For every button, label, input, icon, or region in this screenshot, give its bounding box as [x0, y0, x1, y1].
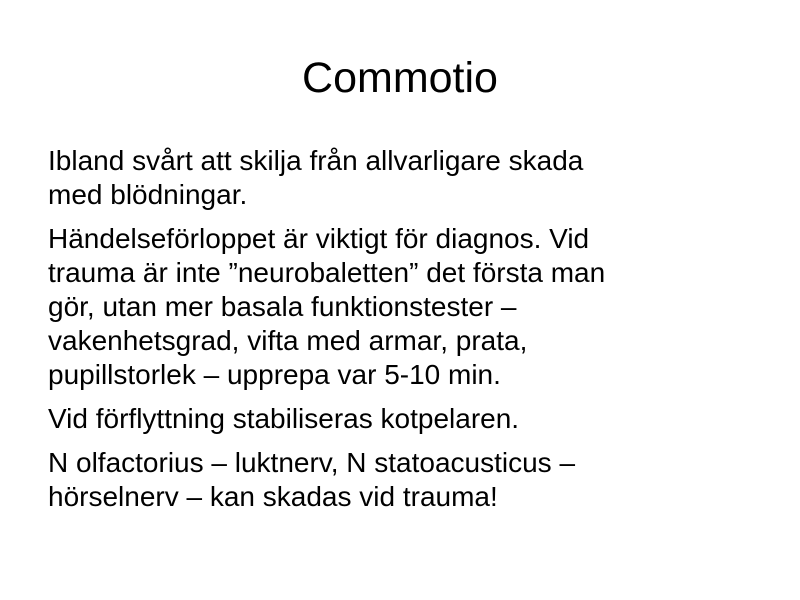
paragraph-line: vakenhetsgrad, vifta med armar, prata,: [48, 325, 528, 356]
paragraph-3: [48, 402, 748, 436]
paragraph-line: Ibland svårt att skilja från allvarligare skada: [48, 145, 584, 176]
paragraph-line: trauma är inte ”neurobaletten” det första man: [48, 257, 606, 288]
paragraph-1: [48, 144, 748, 212]
paragraph-line: hörselnerv – kan skadas vid trauma!: [48, 481, 498, 512]
paragraph-line: med blödningar.: [48, 179, 248, 210]
paragraph-line: Vid förflyttning stabiliseras kotpelaren.: [48, 403, 520, 434]
paragraph-4: [48, 446, 748, 514]
paragraph-2: [48, 222, 748, 392]
paragraph-line: gör, utan mer basala funktionstester –: [48, 291, 517, 322]
paragraph-line: N olfactorius – luktnerv, N statoacusticus –: [48, 447, 576, 478]
paragraph-line: Händelseförloppet är viktigt för diagnos. Vid: [48, 223, 590, 254]
slide-title: Commotio: [302, 54, 498, 102]
slide-body: [48, 144, 748, 524]
paragraph-line: pupillstorlek – upprepa var 5-10 min.: [48, 359, 501, 390]
